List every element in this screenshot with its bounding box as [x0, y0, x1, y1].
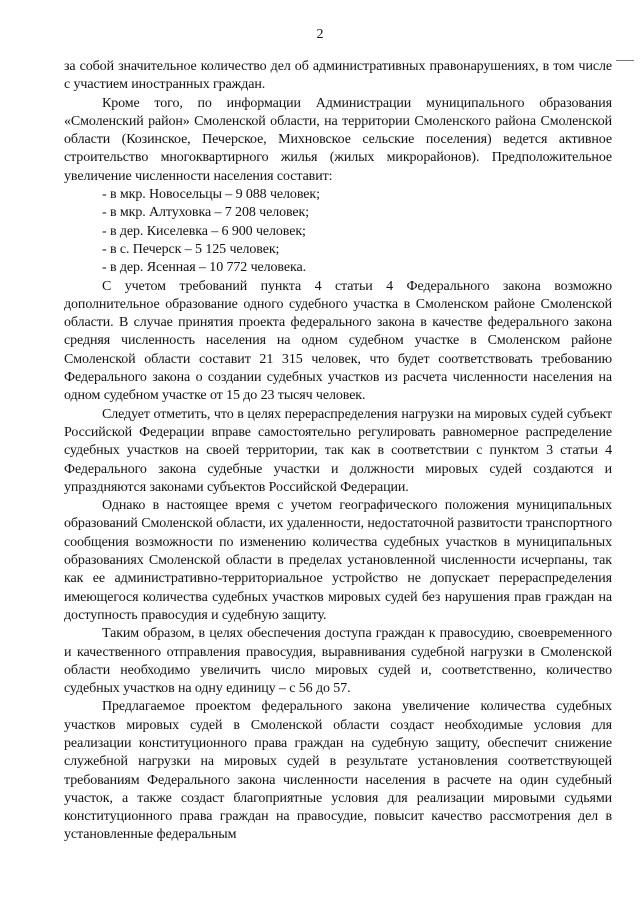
paragraph-redistribution: Следует отметить, что в целях перераспределения нагрузки на мировых судей субъект Российской Федерации вправе самостоятельно регулировать равномерное распределение судебных участков на своей территории, так как в соответствии с пунктом 3 статьи 4 Федерального закона судебные участки и должности мировых судей создаются и упраздняются законами субъектов Российской Федерации.	[64, 406, 612, 495]
list-item: - в мкр. Алтуховка – 7 208 человек;	[102, 204, 612, 222]
paragraph-new-district: С учетом требований пункта 4 статьи 4 Федерального закона возможно дополнительное образование одного судебного участка в Смоленском районе Смоленской области. В случае принятия проекта федерального закона в качестве федерального закона средняя численность населения на одном судебном участке в Смоленском районе Смоленской области составит 21 315 человек, что будет соответствовать требованию Федерального закона о создании судебных участков из расчета численности населения на одном судебном участке от 15 до 23 тысяч человек.	[64, 278, 612, 404]
paragraph-population-growth: Кроме того, по информации Администрации муниципального образования «Смоленский район» Смоленской области, на территории Смоленского района Смоленской области (Козинское, Печерское, Михновское сельские поселения) ведется активное строительство многоквартирного жилья (жилых микрорайонов). Предположительное увеличение численности населения составит:	[64, 95, 612, 184]
list-item: - в с. Печерск – 5 125 человек;	[102, 241, 612, 259]
margin-mark	[616, 60, 634, 61]
paragraph-conclusion: Таким образом, в целях обеспечения доступа граждан к правосудию, своевременного и качественного отправления правосудия, выравнивания судебной нагрузки в Смоленской области необходимо увеличить число мировых судей и, соответственно, количество судебных участков на одну единицу – с 56 до 57.	[64, 626, 612, 697]
list-item: - в мкр. Новосельцы – 9 088 человек;	[102, 186, 612, 204]
page-number: 2	[316, 27, 324, 42]
paragraph-continuation: за собой значительное количество дел об административных правонарушениях, в том числе с участием иностранных граждан.	[64, 59, 612, 93]
paragraph-geography: Однако в настоящее время с учетом географического положения муниципальных образований Смоленской области, их удаленности, недостаточной развитости транспортного сообщения возможности по изменению количества судебных участков в муниципальных образованиях Смоленской области в пределах установленной численности исчерпаны, так как ее административно-территориальное устройство не допускает перераспределения имеющегося количества судебных участков мировых судей без нарушения прав граждан на доступность правосудия и судебную защиту.	[64, 498, 612, 623]
document-body	[64, 58, 612, 845]
population-list	[64, 186, 612, 277]
list-item: - в дер. Киселевка – 6 900 человек;	[102, 223, 612, 241]
paragraph-proposal: Предлагаемое проектом федерального закона увеличение количества судебных участков мировых судей в Смоленской области создаст необходимые условия для реализации конституционного права граждан на судебную защиту, обеспечит снижение служебной нагрузки на мировых судей в результате установления соответствующей требованиям Федерального закона численности населения в расчете на один судебный участок, а также создаст благоприятные условия для реализации мировыми судьями конституционного права граждан на правосудие, повысит качество рассмотрения дел в установленные федеральным	[64, 699, 612, 843]
list-item: - в дер. Ясенная – 10 772 человека.	[102, 259, 612, 277]
